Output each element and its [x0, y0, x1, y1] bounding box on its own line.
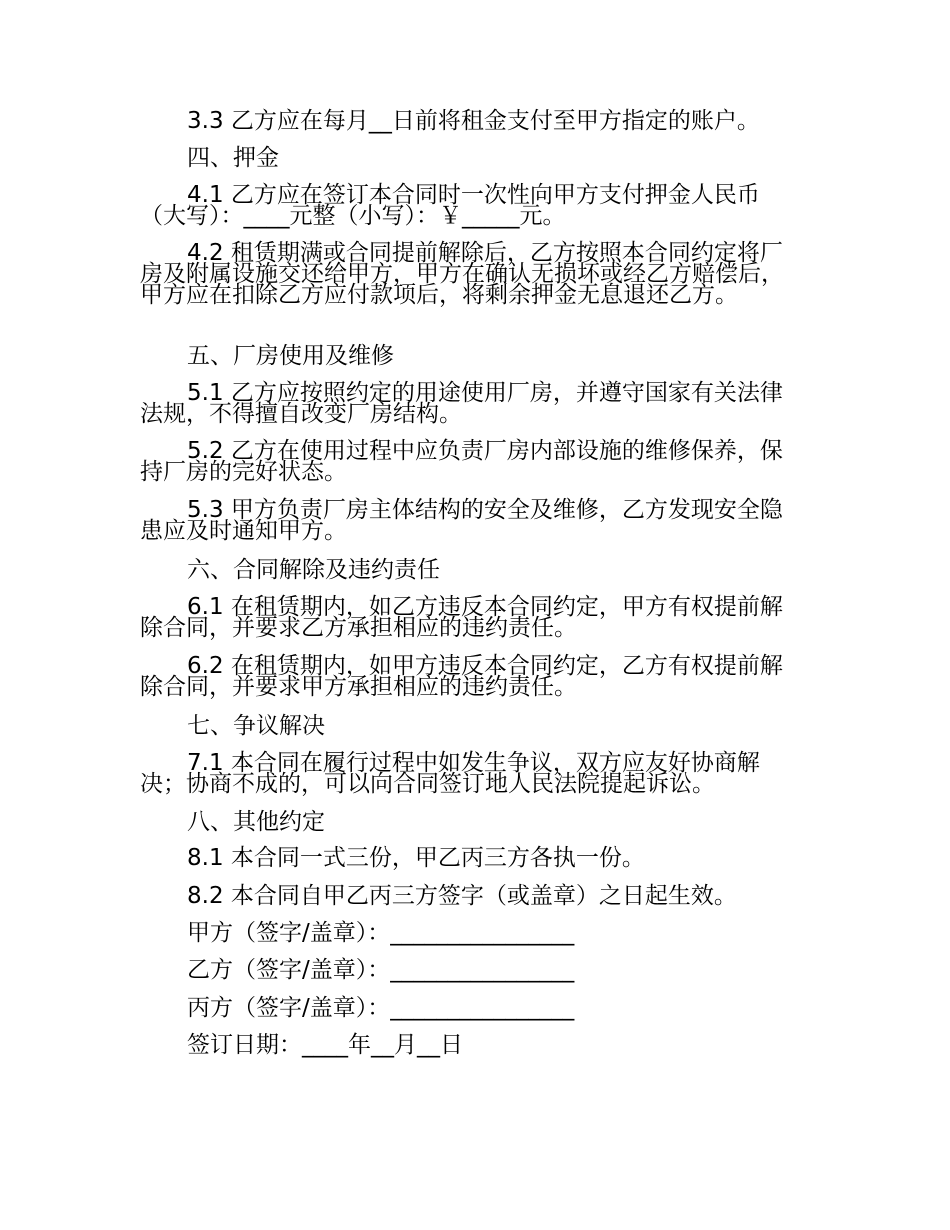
clause-5-1: 5.1 乙方应按照约定的用途使用厂房，并遵守国家有关法律法规，不得擅自改变厂房结构。 [140, 380, 783, 427]
clause-3-3: 3.3 乙方应在每月__日前将租金支付至甲方指定的账户。 [187, 108, 760, 134]
clause-4-1: 4.1 乙方应在签订本合同时一次性向甲方支付押金人民币（大写）：____元整（小写）：￥_____元。 [140, 182, 760, 229]
clause-8-2: 8.2 本合同自甲乙丙三方签字（或盖章）之日起生效。 [187, 883, 737, 909]
section-heading-use-maintenance: 五、厂房使用及维修 [187, 343, 394, 369]
section-heading-termination: 六、合同解除及违约责任 [187, 557, 440, 583]
clause-4-2: 4.2 租赁期满或合同提前解除后，乙方按照本合同约定将厂房及附属设施交还给甲方，甲方在确认无损坏或经乙方赔偿后，甲方应在扣除乙方应付款项后，将剩余押金无息退还乙方。 [140, 240, 784, 308]
clause-8-1: 8.1 本合同一式三份，甲乙丙三方各执一份。 [187, 845, 645, 871]
section-heading-deposit: 四、押金 [187, 145, 279, 171]
signing-date-line: 签订日期：____年__月__日 [187, 1032, 463, 1058]
clause-6-1: 6.1 在租赁期内，如乙方违反本合同约定，甲方有权提前解除合同，并要求乙方承担相应的违约责任。 [140, 594, 783, 641]
section-heading-dispute: 七、争议解决 [187, 713, 325, 739]
clause-6-2: 6.2 在租赁期内，如甲方违反本合同约定，乙方有权提前解除合同，并要求甲方承担相应的违约责任。 [140, 653, 783, 700]
party-a-signature-line: 甲方（签字/盖章）：________________ [187, 920, 575, 946]
clause-5-3: 5.3 甲方负责厂房主体结构的安全及维修，乙方发现安全隐患应及时通知甲方。 [140, 497, 783, 544]
party-b-signature-line: 乙方（签字/盖章）：________________ [187, 957, 575, 983]
clause-5-2: 5.2 乙方在使用过程中应负责厂房内部设施的维修保养，保持厂房的完好状态。 [140, 438, 783, 485]
party-c-signature-line: 丙方（签字/盖章）：________________ [187, 995, 575, 1021]
clause-7-1: 7.1 本合同在履行过程中如发生争议，双方应友好协商解决；协商不成的，可以向合同签订地人民法院提起诉讼。 [140, 750, 760, 797]
section-heading-other: 八、其他约定 [187, 809, 325, 835]
